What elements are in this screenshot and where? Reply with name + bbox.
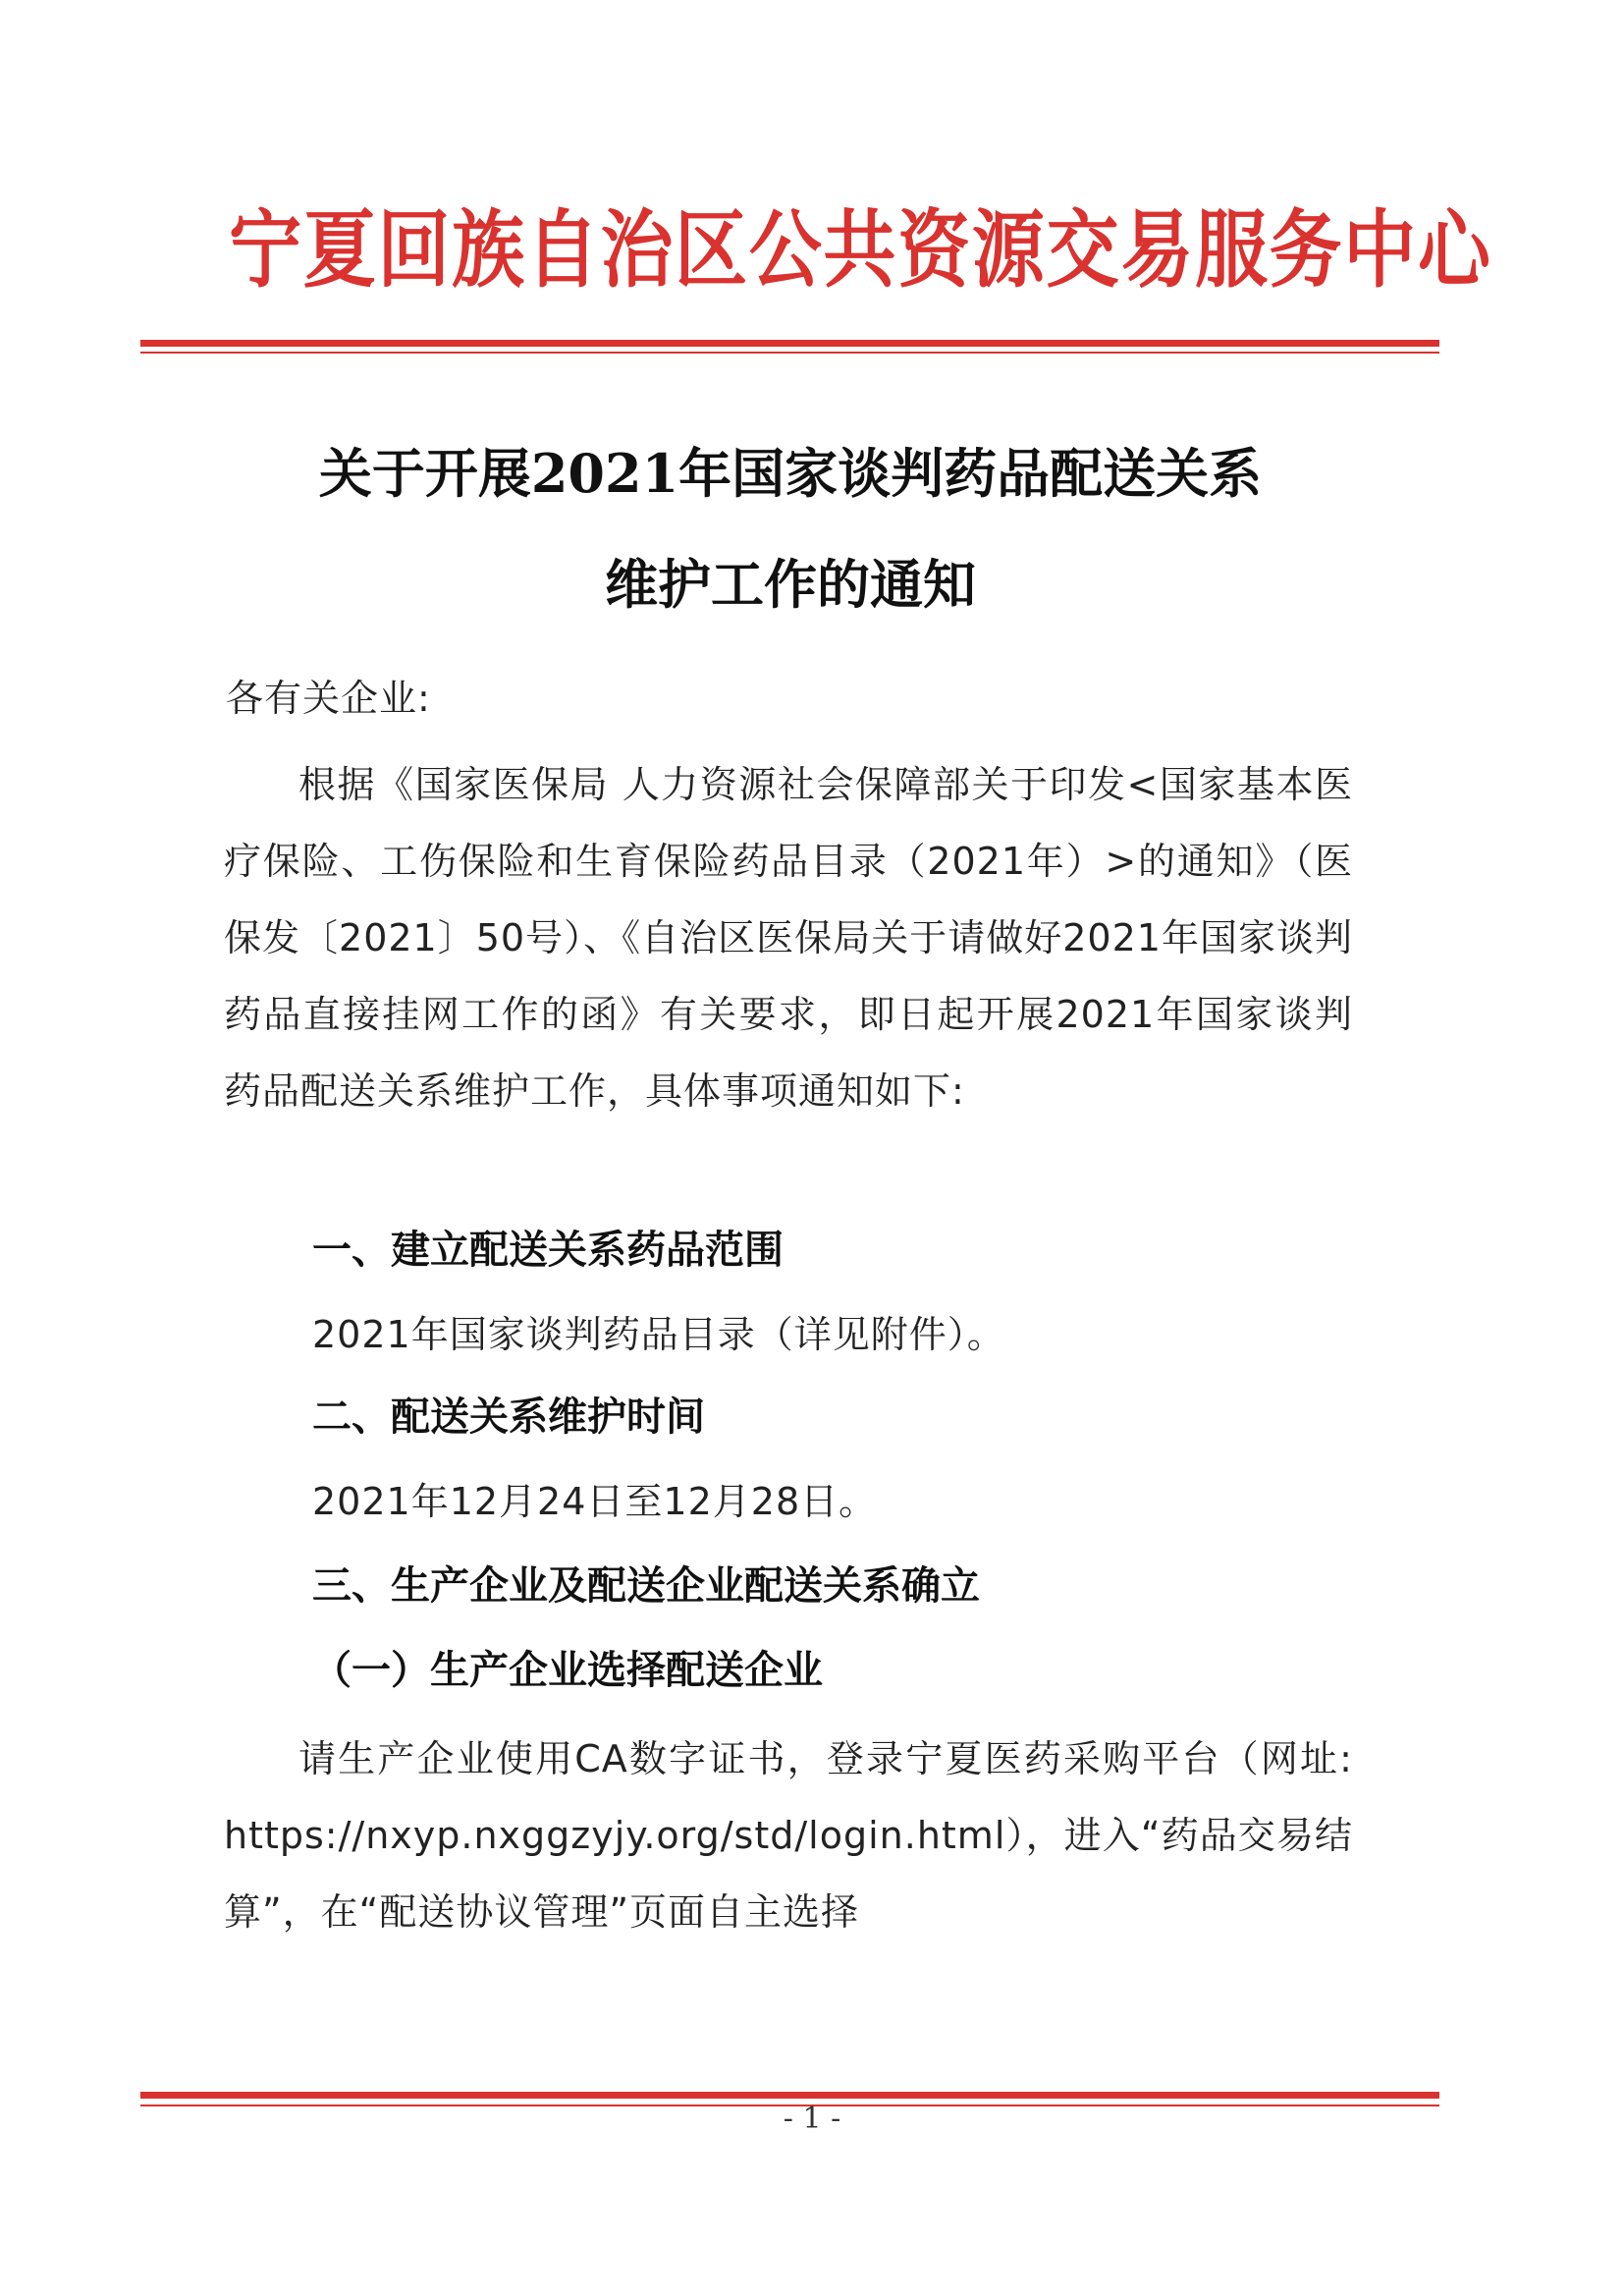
- section-3-subheading: （一）生产企业选择配送企业: [312, 1648, 823, 1693]
- section-1-content: 2021年国家谈判药品目录（详见附件）。: [312, 1313, 1005, 1356]
- intro-paragraph: 根据《国家医保局 人力资源社会保障部关于印发<国家基本医疗保险、工伤保险和生育保险药品目录（2021年）>的通知》（医保发〔2021〕50号）、《自治区医保局关于请做好2021年国家谈判药品直接挂网工作的函》有关要求，即日起开展2021年国家谈判药品配送关系维护工作，具体事项通知如下:: [224, 763, 1353, 1113]
- salutation: 各有关企业:: [226, 677, 431, 720]
- section-3-paragraph-block: [224, 1721, 1353, 1950]
- intro-paragraph-block: [224, 746, 1353, 1129]
- page-number: - 1 -: [783, 2102, 841, 2136]
- letterhead-rule-thick: [140, 340, 1439, 347]
- section-2-content: 2021年12月24日至12月28日。: [312, 1480, 878, 1523]
- section-1-heading: 一、建立配送关系药品范围: [312, 1228, 784, 1273]
- letterhead-rule-thin: [140, 352, 1439, 354]
- document-title-line-1: 关于开展2021年国家谈判药品配送关系: [318, 442, 1263, 505]
- section-3-content: 请生产企业使用CA数字证书，登录宁夏医药采购平台（网址: https://nxyp.nxggzyjy.org/std/login.html），进入“药品交易结算”，在“配送协议管理”页面自主选择: [224, 1737, 1353, 1934]
- letterhead-org-name: 宁夏回族自治区公共资源交易服务中心: [229, 200, 1492, 300]
- section-3-heading: 三、生产企业及配送企业配送关系确立: [312, 1563, 980, 1609]
- section-2-heading: 二、配送关系维护时间: [312, 1394, 705, 1440]
- document-title-line-2: 维护工作的通知: [605, 553, 976, 616]
- footer-rule-thick: [140, 2092, 1439, 2099]
